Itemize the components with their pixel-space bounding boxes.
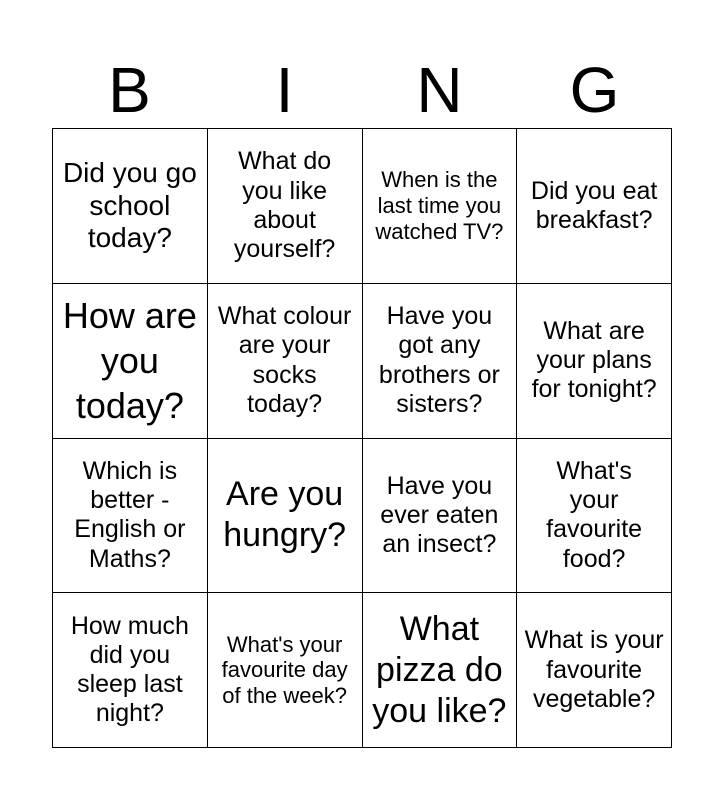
- bingo-cell[interactable]: [208, 439, 363, 594]
- cell-text: Are you hungry?: [223, 474, 347, 555]
- bingo-cell[interactable]: [53, 284, 208, 439]
- cell-text: When is the last time you watched TV?: [375, 167, 504, 244]
- cell-text: What pizza do you like?: [372, 609, 507, 730]
- cell-text: Have you ever eaten an insect?: [380, 471, 499, 558]
- bingo-cell[interactable]: [53, 439, 208, 594]
- cell-text: How much did you sleep last night?: [70, 611, 189, 728]
- header-letter-g: G: [569, 54, 620, 126]
- bingo-cell[interactable]: [517, 284, 672, 439]
- cell-text: How are you today?: [62, 295, 197, 427]
- bingo-header: [52, 52, 672, 128]
- header-letter-b: B: [108, 54, 151, 126]
- header-letter-n: N: [416, 54, 463, 126]
- bingo-card: [52, 128, 672, 748]
- cell-text: Did you eat breakfast?: [530, 176, 658, 234]
- bingo-cell[interactable]: [208, 284, 363, 439]
- cell-text: What colour are your socks today?: [217, 302, 352, 418]
- bingo-cell[interactable]: [53, 129, 208, 284]
- cell-text: What is your favourite vegetable?: [524, 626, 664, 713]
- cell-text: Did you go school today?: [62, 156, 197, 254]
- bingo-cell[interactable]: [363, 129, 518, 284]
- bingo-cell[interactable]: [517, 439, 672, 594]
- bingo-cell[interactable]: [363, 439, 518, 594]
- cell-text: What are your plans for tonight?: [531, 316, 657, 404]
- bingo-cell[interactable]: [517, 129, 672, 284]
- cell-text: Which is better - English or Maths?: [74, 456, 186, 573]
- header-letter-i: I: [275, 54, 294, 126]
- cell-text: What's your favourite food?: [546, 456, 643, 573]
- bingo-cell[interactable]: [208, 593, 363, 748]
- bingo-cell[interactable]: [363, 593, 518, 748]
- bingo-cell[interactable]: [53, 593, 208, 748]
- cell-text: What's your favourite day of the week?: [221, 631, 348, 708]
- cell-text: Have you got any brothers or sisters?: [378, 302, 500, 418]
- bingo-cell[interactable]: [208, 129, 363, 284]
- bingo-cell[interactable]: [363, 284, 518, 439]
- bingo-cell[interactable]: [517, 593, 672, 748]
- cell-text: What do you like about yourself?: [233, 147, 336, 264]
